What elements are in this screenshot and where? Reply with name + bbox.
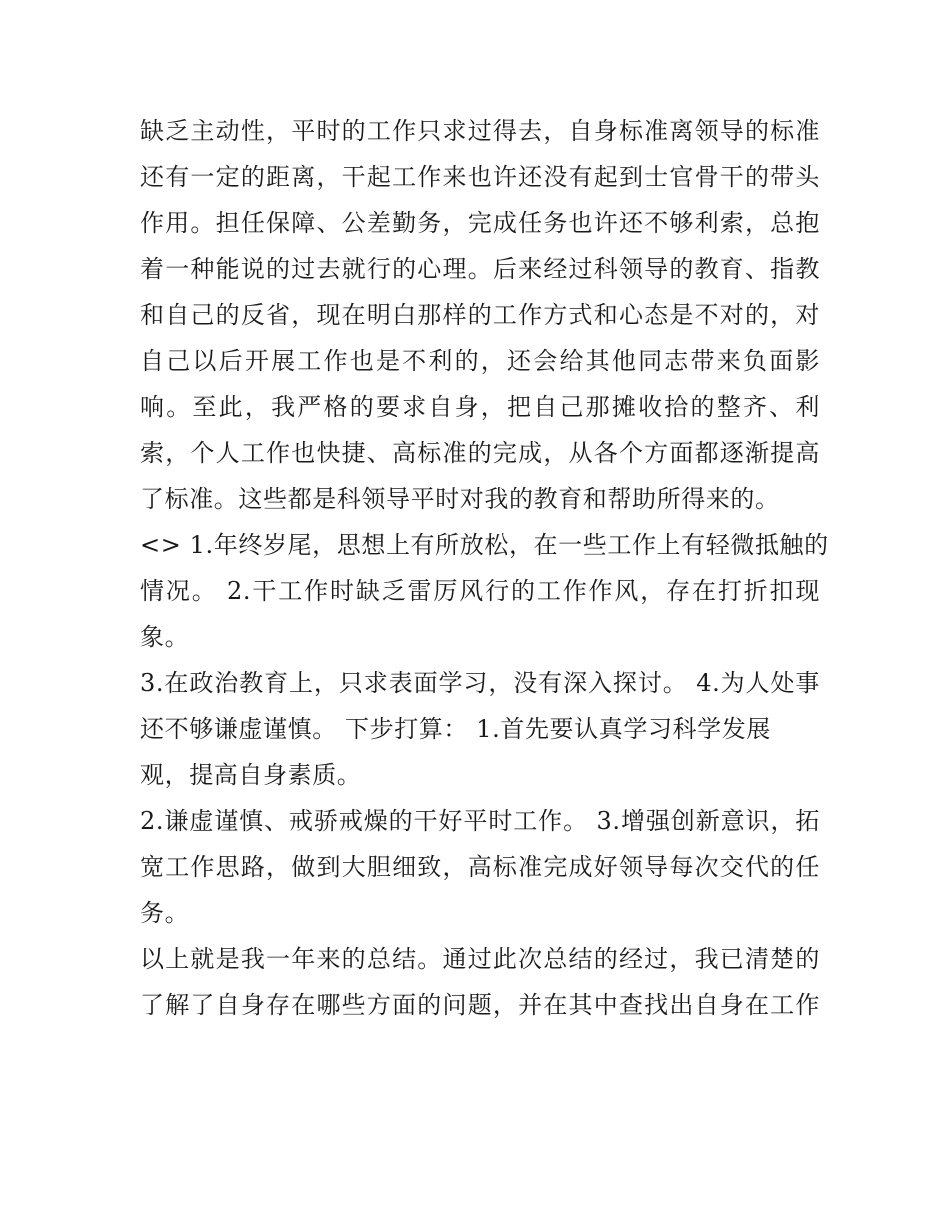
text-line: 还有一定的距离，干起工作来也许还没有起到士官骨干的带头 — [140, 163, 820, 191]
text-line: 3.在政治教育上，只求表面学习，没有深入探讨。 4.为人处事 — [140, 669, 820, 697]
text-line: 情况。 2.干工作时缺乏雷厉风行的工作作风，存在打折扣现 — [140, 577, 820, 605]
text-line: 响。至此，我严格的要求自身，把自己那摊收拾的整齐、利 — [140, 393, 820, 421]
text-line: 务。 — [140, 899, 190, 927]
text-line: 着一种能说的过去就行的心理。后来经过科领导的教育、指教 — [140, 255, 820, 283]
text-line: 缺乏主动性，平时的工作只求过得去，自身标准离领导的标准 — [140, 117, 820, 145]
text-line: 以上就是我一年来的总结。通过此次总结的经过，我已清楚的 — [140, 945, 820, 973]
text-line: 象。 — [140, 623, 190, 651]
text-line: 了解了自身存在哪些方面的问题，并在其中查找出自身在工作 — [140, 991, 820, 1019]
text-line: 自己以后开展工作也是不利的，还会给其他同志带来负面影 — [140, 347, 820, 375]
document-body — [140, 108, 829, 1028]
text-line: 宽工作思路，做到大胆细致，高标准完成好领导每次交代的任 — [140, 853, 820, 881]
text-line: 观，提高自身素质。 — [140, 761, 362, 789]
text-line: 和自己的反省，现在明白那样的工作方式和心态是不对的，对 — [140, 301, 820, 329]
text-line: 还不够谦虚谨慎。 下步打算： 1.首先要认真学习科学发展 — [140, 715, 771, 743]
text-line: 作用。担任保障、公差勤务，完成任务也许还不够利索，总抱 — [140, 209, 820, 237]
text-line: <> 1.年终岁尾，思想上有所放松，在一些工作上有轻微抵触的 — [140, 531, 829, 559]
text-line: 2.谦虚谨慎、戒骄戒燥的干好平时工作。 3.增强创新意识，拓 — [140, 807, 820, 835]
text-line: 了标准。这些都是科领导平时对我的教育和帮助所得来的。 — [140, 485, 780, 513]
text-line: 索，个人工作也快捷、高标准的完成，从各个方面都逐渐提高 — [140, 439, 820, 467]
